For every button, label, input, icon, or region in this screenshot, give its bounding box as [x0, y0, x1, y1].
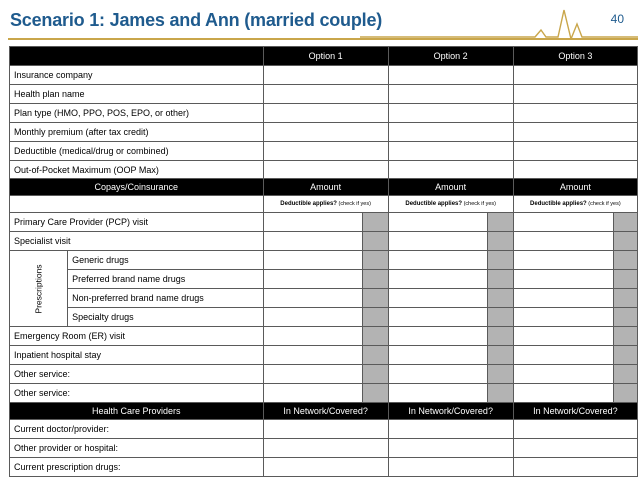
prescription-row-label: Preferred brand name drugs: [68, 270, 263, 289]
in-network-header: In Network/Covered?: [263, 403, 388, 420]
deductible-checkbox[interactable]: [363, 327, 388, 346]
in-network-header: In Network/Covered?: [388, 403, 513, 420]
deductible-checkbox[interactable]: [363, 270, 388, 289]
plan-row: [10, 66, 638, 85]
providers-header-row: [10, 403, 638, 420]
option-1-cell[interactable]: [263, 142, 388, 161]
deductible-subheader-row: [10, 196, 638, 213]
copays-header-row: [10, 179, 638, 196]
option-2-header: Option 2: [388, 47, 513, 66]
option-1-cell[interactable]: [263, 85, 388, 104]
options-header-blank: [10, 47, 264, 66]
option-2-cell[interactable]: [388, 66, 513, 85]
amount-cell[interactable]: [513, 251, 613, 270]
amount-cell[interactable]: [388, 289, 488, 308]
deductible-checkbox[interactable]: [613, 384, 637, 403]
option-3-cell[interactable]: [513, 458, 637, 477]
amount-cell[interactable]: [513, 308, 613, 327]
plan-row: [10, 104, 638, 123]
prescription-row-label: Specialty drugs: [68, 308, 263, 327]
amount-cell[interactable]: [263, 365, 363, 384]
amount-cell[interactable]: [513, 270, 613, 289]
deductible-checkbox[interactable]: [363, 346, 388, 365]
deductible-checkbox[interactable]: [363, 308, 388, 327]
copay-row-label: Emergency Room (ER) visit: [10, 327, 264, 346]
plan-row: [10, 161, 638, 179]
copay-row-label: Inpatient hospital stay: [10, 346, 264, 365]
deductible-checkbox[interactable]: [613, 251, 637, 270]
option-3-cell[interactable]: [513, 66, 637, 85]
prescription-row-label: Generic drugs: [68, 251, 263, 270]
deductible-checkbox[interactable]: [488, 308, 513, 327]
amount-cell[interactable]: [263, 270, 363, 289]
providers-header: Health Care Providers: [10, 403, 264, 420]
option-1-cell[interactable]: [263, 439, 388, 458]
amount-cell[interactable]: [388, 308, 488, 327]
amount-cell[interactable]: [513, 384, 613, 403]
deductible-checkbox[interactable]: [488, 365, 513, 384]
prescription-row: [10, 270, 638, 289]
option-1-cell[interactable]: [263, 420, 388, 439]
copay-row-label: Primary Care Provider (PCP) visit: [10, 213, 264, 232]
amount-cell[interactable]: [263, 308, 363, 327]
deductible-checkbox[interactable]: [488, 384, 513, 403]
plan-row-label: Out-of-Pocket Maximum (OOP Max): [10, 161, 264, 179]
deductible-checkbox[interactable]: [488, 232, 513, 251]
subheader-blank: [10, 196, 264, 213]
amount-cell[interactable]: [513, 289, 613, 308]
deductible-checkbox[interactable]: [613, 232, 637, 251]
amount-cell[interactable]: [388, 327, 488, 346]
option-2-cell[interactable]: [388, 85, 513, 104]
deductible-checkbox[interactable]: [488, 327, 513, 346]
deductible-checkbox[interactable]: [613, 365, 637, 384]
copay-row: [10, 365, 638, 384]
amount-header: Amount: [388, 179, 513, 196]
deductible-checkbox[interactable]: [613, 346, 637, 365]
amount-cell[interactable]: [513, 327, 613, 346]
amount-cell[interactable]: [388, 232, 488, 251]
provider-row-label: Current doctor/provider:: [10, 420, 264, 439]
amount-cell[interactable]: [513, 232, 613, 251]
deductible-checkbox[interactable]: [488, 251, 513, 270]
prescription-row-label: Non-preferred brand name drugs: [68, 289, 263, 308]
deductible-checkbox[interactable]: [613, 213, 637, 232]
copay-row: [10, 213, 638, 232]
plan-row: [10, 142, 638, 161]
deductible-checkbox[interactable]: [363, 213, 388, 232]
prescription-row: [10, 251, 638, 270]
amount-cell[interactable]: [263, 232, 363, 251]
option-2-cell[interactable]: [388, 161, 513, 179]
provider-row: [10, 420, 638, 439]
deductible-checkbox[interactable]: [613, 289, 637, 308]
deductible-checkbox[interactable]: [613, 270, 637, 289]
amount-cell[interactable]: [263, 289, 363, 308]
amount-cell[interactable]: [263, 346, 363, 365]
option-2-cell[interactable]: [388, 458, 513, 477]
amount-cell[interactable]: [513, 213, 613, 232]
plan-row-label: Deductible (medical/drug or combined): [10, 142, 264, 161]
option-3-cell[interactable]: [513, 161, 637, 179]
copay-row: [10, 232, 638, 251]
option-2-cell[interactable]: [388, 123, 513, 142]
title-divider: [8, 38, 638, 40]
option-2-cell[interactable]: [388, 142, 513, 161]
deductible-checkbox[interactable]: [613, 308, 637, 327]
option-2-cell[interactable]: [388, 420, 513, 439]
deductible-checkbox[interactable]: [488, 346, 513, 365]
copay-row: [10, 327, 638, 346]
amount-cell[interactable]: [388, 346, 488, 365]
copay-row-label: Other service:: [10, 365, 264, 384]
option-3-cell[interactable]: [513, 104, 637, 123]
copays-header: Copays/Coinsurance: [10, 179, 264, 196]
page-title: Scenario 1: James and Ann (married couple): [10, 10, 383, 30]
option-2-cell[interactable]: [388, 439, 513, 458]
option-1-header: Option 1: [263, 47, 388, 66]
page-number: 40: [610, 12, 624, 26]
amount-cell[interactable]: [388, 384, 488, 403]
option-2-cell[interactable]: [388, 104, 513, 123]
amount-cell[interactable]: [388, 213, 488, 232]
option-3-cell[interactable]: [513, 123, 637, 142]
prescription-row: [10, 289, 638, 308]
copay-row-label: Other service:: [10, 384, 264, 403]
copay-row-label: Specialist visit: [10, 232, 264, 251]
copay-row: [10, 346, 638, 365]
option-1-cell[interactable]: [263, 161, 388, 179]
amount-header: Amount: [513, 179, 637, 196]
deductible-applies-header: Deductible applies? (check if yes): [263, 196, 388, 213]
amount-cell[interactable]: [263, 384, 363, 403]
prescription-row: [10, 308, 638, 327]
amount-cell[interactable]: [263, 213, 363, 232]
deductible-checkbox[interactable]: [488, 213, 513, 232]
plan-row: [10, 123, 638, 142]
amount-header: Amount: [263, 179, 388, 196]
copay-row: [10, 384, 638, 403]
in-network-header: In Network/Covered?: [513, 403, 637, 420]
option-1-cell[interactable]: [263, 458, 388, 477]
option-3-cell[interactable]: [513, 439, 637, 458]
amount-cell[interactable]: [263, 251, 363, 270]
provider-row: [10, 458, 638, 477]
deductible-checkbox[interactable]: [363, 232, 388, 251]
amount-cell[interactable]: [263, 327, 363, 346]
option-1-cell[interactable]: [263, 123, 388, 142]
amount-cell[interactable]: [388, 365, 488, 384]
deductible-checkbox[interactable]: [363, 289, 388, 308]
options-header-row: [10, 47, 638, 66]
amount-cell[interactable]: [513, 365, 613, 384]
provider-row: [10, 439, 638, 458]
plan-row-label: Health plan name: [10, 85, 264, 104]
plan-row-label: Plan type (HMO, PPO, POS, EPO, or other): [10, 104, 264, 123]
deductible-checkbox[interactable]: [363, 384, 388, 403]
plan-row-label: Insurance company: [10, 66, 264, 85]
deductible-checkbox[interactable]: [488, 270, 513, 289]
provider-row-label: Other provider or hospital:: [10, 439, 264, 458]
deductible-applies-header: Deductible applies? (check if yes): [388, 196, 513, 213]
heartbeat-line-icon: [360, 6, 638, 40]
option-1-cell[interactable]: [263, 66, 388, 85]
option-3-cell[interactable]: [513, 420, 637, 439]
comparison-table: [9, 46, 638, 477]
option-3-header: Option 3: [513, 47, 637, 66]
prescriptions-group-label: Prescriptions: [10, 251, 68, 327]
option-3-cell[interactable]: [513, 142, 637, 161]
deductible-checkbox[interactable]: [488, 289, 513, 308]
amount-cell[interactable]: [388, 251, 488, 270]
deductible-checkbox[interactable]: [363, 251, 388, 270]
amount-cell[interactable]: [388, 270, 488, 289]
deductible-applies-header: Deductible applies? (check if yes): [513, 196, 637, 213]
option-3-cell[interactable]: [513, 85, 637, 104]
plan-row: [10, 85, 638, 104]
amount-cell[interactable]: [513, 346, 613, 365]
deductible-checkbox[interactable]: [363, 365, 388, 384]
deductible-checkbox[interactable]: [613, 327, 637, 346]
plan-row-label: Monthly premium (after tax credit): [10, 123, 264, 142]
provider-row-label: Current prescription drugs:: [10, 458, 264, 477]
option-1-cell[interactable]: [263, 104, 388, 123]
